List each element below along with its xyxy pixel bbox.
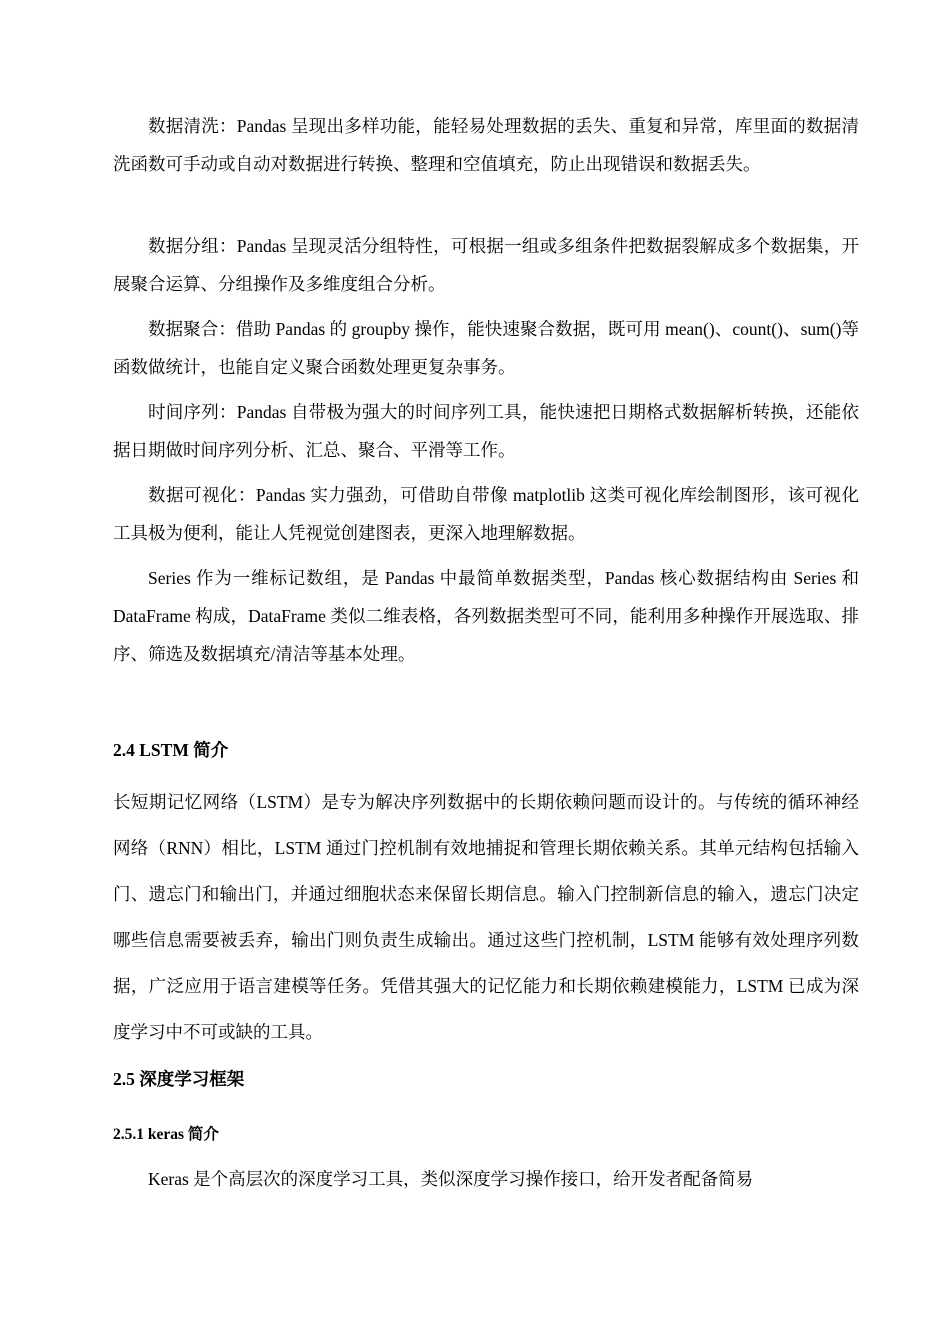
paragraph-keras-intro: Keras 是个高层次的深度学习工具，类似深度学习操作接口，给开发者配备简易 [148, 1169, 754, 1189]
section-heading-lstm: 2.4 LSTM 简介 [113, 740, 229, 760]
paragraph-data-visualization: 数据可视化：Pandas 实力强劲，可借助自带像 matplotlib 这类可视化库绘制图形，该可视化工具极为便利，能让人凭视觉创建图表，更深入地理解数据。 [113, 485, 859, 543]
paragraph-data-grouping: 数据分组：Pandas 呈现灵活分组特性，可根据一组或多组条件把数据裂解成多个数据集，开展聚合运算、分组操作及多维度组合分析。 [113, 236, 859, 294]
paragraph-time-series: 时间序列：Pandas 自带极为强大的时间序列工具，能快速把日期格式数据解析转换，还能依据日期做时间序列分析、汇总、聚合、平滑等工作。 [113, 402, 859, 460]
paragraph-data-aggregation: 数据聚合：借助 Pandas 的 groupby 操作，能快速聚合数据，既可用 mean()、count()、sum()等函数做统计，也能自定义聚合函数处理更复杂事务。 [113, 319, 859, 377]
section-heading-deep-learning-frameworks: 2.5 深度学习框架 [113, 1069, 245, 1089]
paragraph-lstm-intro: 长短期记忆网络（LSTM）是专为解决序列数据中的长期依赖问题而设计的。与传统的循环神经网络（RNN）相比，LSTM 通过门控机制有效地捕捉和管理长期依赖关系。其单元结构包括输入门、遗忘门和输出门，并通过细胞状态来保留长期信息。输入门控制新信息的输入，遗忘门决定哪些信息需要被丢弃，输出门则负责生成输出。通过这些门控机制，LSTM 能够有效处理序列数据，广泛应用于语言建模等任务。凭借其强大的记忆能力和长期依赖建模能力，LSTM 已成为深度学习中不可或缺的工具。 [113, 792, 859, 1042]
paragraph-series-dataframe: Series 作为一维标记数组，是 Pandas 中最简单数据类型，Pandas 核心数据结构由 Series 和 DataFrame 构成，DataFrame 类似二维表格，各列数据类型可不同，能利用多种操作开展选取、排序、筛选及数据填充/清洁等基本处理。 [113, 568, 859, 664]
paragraph-data-cleaning: 数据清洗：Pandas 呈现出多样功能，能轻易处理数据的丢失、重复和异常，库里面的数据清洗函数可手动或自动对数据进行转换、整理和空值填充，防止出现错误和数据丢失。 [113, 116, 859, 174]
subsection-heading-keras: 2.5.1 keras 简介 [113, 1126, 219, 1143]
